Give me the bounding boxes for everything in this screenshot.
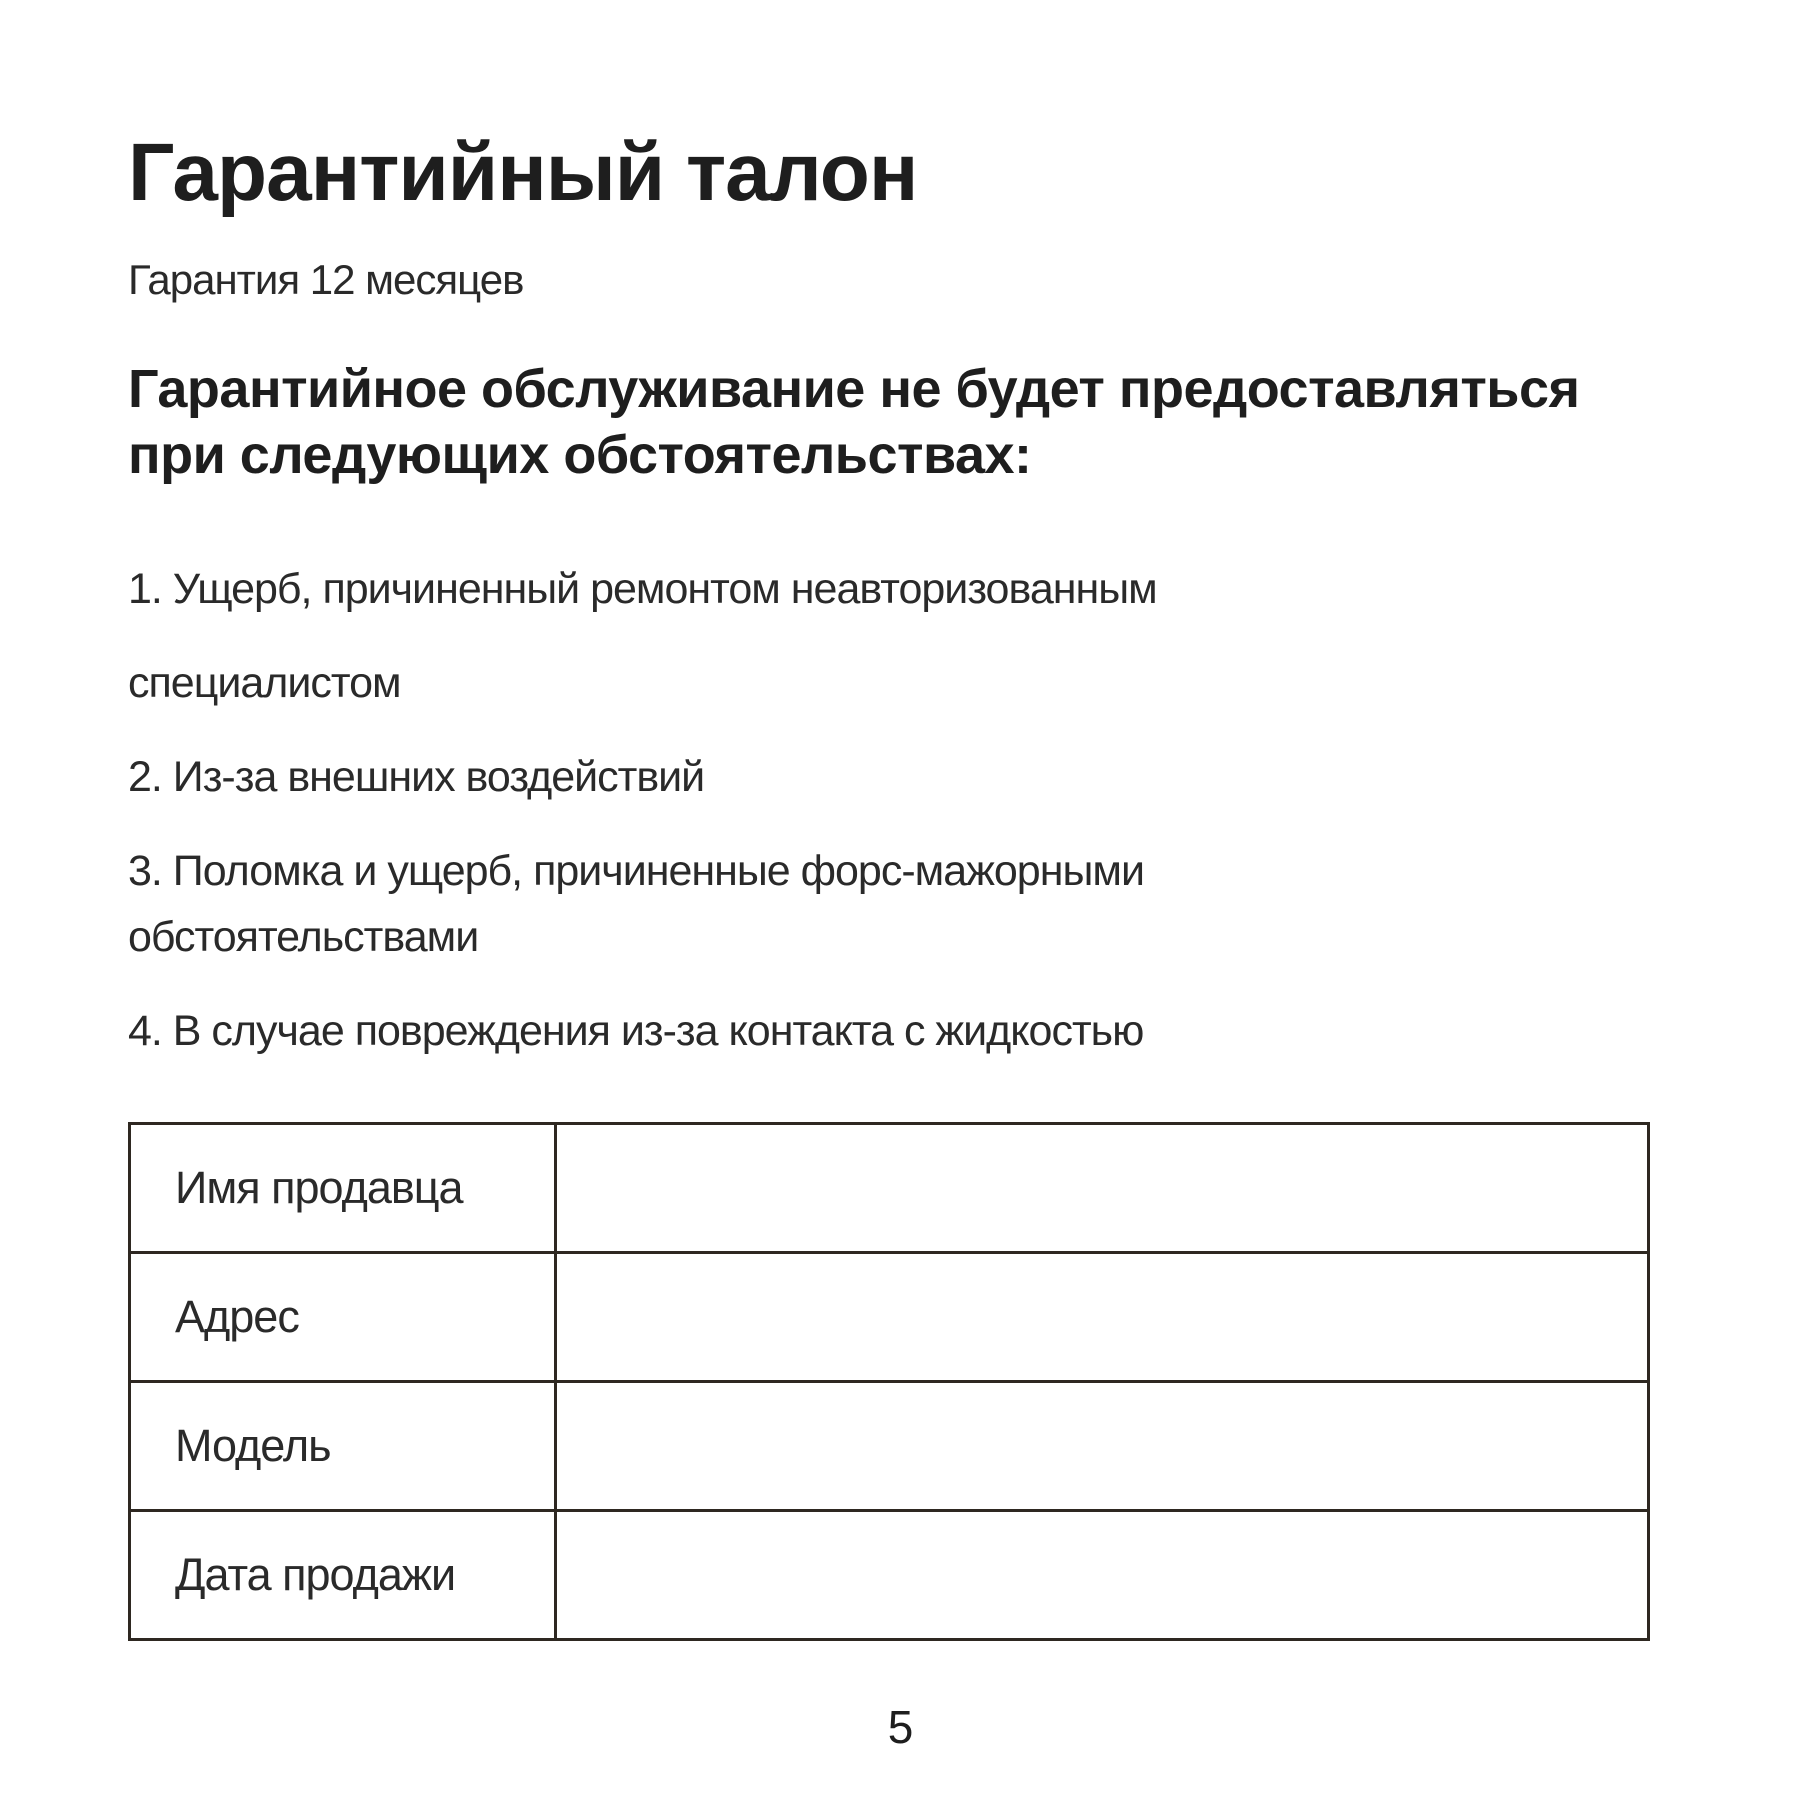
page-number: 5 <box>887 1701 914 1753</box>
exclusion-item-1: 1. Ущерб, причиненный ремонтом неавторизованным <box>128 565 1157 613</box>
sale-date-label: Дата продажи <box>131 1512 557 1638</box>
sale-date-field[interactable] <box>557 1512 1647 1638</box>
exclusion-item-1-continued: специалистом <box>128 659 401 707</box>
exclusion-item-2: 2. Из-за внешних воздействий <box>128 753 705 801</box>
exclusions-heading-line-2: при следующих обстоятельствах: <box>128 425 1032 485</box>
table-row-sale-date <box>131 1509 1647 1638</box>
table-row-seller-name <box>131 1125 1647 1251</box>
exclusion-item-4: 4. В случае повреждения из-за контакта с жидкостью <box>128 1007 1144 1055</box>
address-label: Адрес <box>131 1254 557 1380</box>
address-field[interactable] <box>557 1254 1647 1380</box>
warranty-period: Гарантия 12 месяцев <box>128 256 524 303</box>
exclusion-item-3: 3. Поломка и ущерб, причиненные форс-мажорными <box>128 847 1144 895</box>
table-row-address <box>131 1251 1647 1380</box>
table-row-model <box>131 1380 1647 1509</box>
model-label: Модель <box>131 1383 557 1509</box>
model-field[interactable] <box>557 1383 1647 1509</box>
exclusions-heading-line-1: Гарантийное обслуживание не будет предоставляться <box>128 359 1580 419</box>
page-title: Гарантийный талон <box>128 127 918 218</box>
seller-info-table <box>128 1122 1650 1641</box>
exclusions-heading <box>128 356 1688 488</box>
seller-name-field[interactable] <box>557 1125 1647 1251</box>
seller-name-label: Имя продавца <box>131 1125 557 1251</box>
exclusion-item-3-continued: обстоятельствами <box>128 913 479 961</box>
